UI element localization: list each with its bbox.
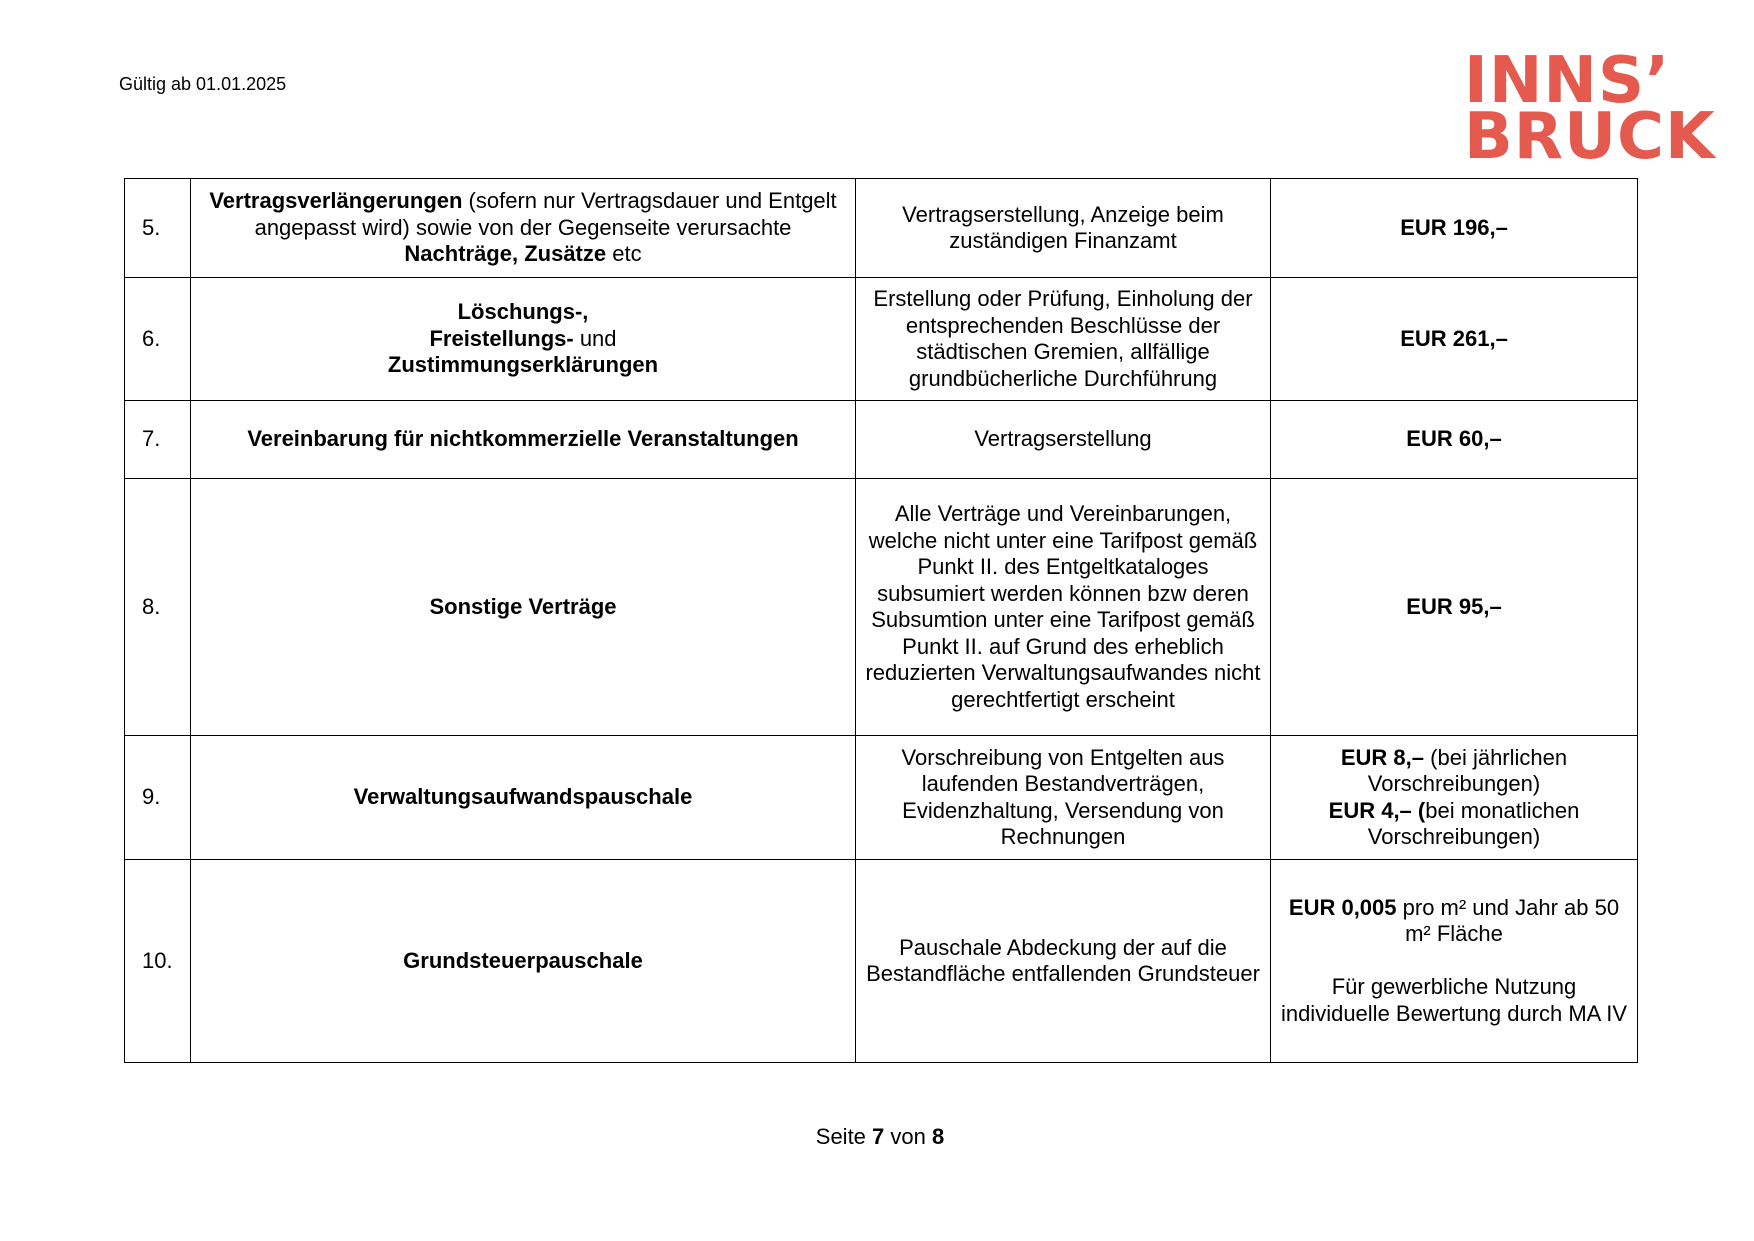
- logo-line-2: BRUCK: [1464, 100, 1716, 174]
- current-page: 7: [872, 1124, 885, 1149]
- description-cell: Alle Verträge und Vereinbarungen, welche nicht unter eine Tarifpost gemäß Punkt II. des Entgeltkataloges subsumiert werden können bzw deren Subsumtion unter eine Tarifpost gemäß Punkt II. auf Grund des erheblich reduzierten Verwaltungsaufwandes nicht gerechtfertigt erscheint: [856, 479, 1271, 736]
- fee-cell: [1271, 401, 1638, 479]
- logo-line-1: INNS’: [1464, 44, 1671, 118]
- fee-line: [1279, 895, 1629, 948]
- table-row: [125, 736, 1638, 860]
- fee-amount: EUR 196,–: [1400, 214, 1508, 240]
- fee-amount: EUR 8,–: [1340, 744, 1425, 770]
- fee-amount: EUR 60,–: [1406, 426, 1502, 452]
- row-number: 9.: [125, 736, 191, 860]
- table-row: [125, 479, 1638, 736]
- service-text: und: [573, 325, 617, 351]
- fee-cell: [1271, 860, 1638, 1063]
- service-text: etc: [606, 241, 642, 267]
- page-number: [0, 1124, 1754, 1150]
- service-title: Grundsteuerpauschale: [403, 947, 643, 973]
- service-cell: [191, 278, 856, 401]
- service-cell: [191, 860, 856, 1063]
- service-cell: [191, 736, 856, 860]
- table-row: [125, 401, 1638, 479]
- innsbruck-logo: [1464, 44, 1716, 174]
- service-bold: Löschungs-,: [457, 299, 589, 325]
- fee-spacer: [1279, 948, 1629, 975]
- row-number: 5.: [125, 179, 191, 278]
- service-cell: [191, 479, 856, 736]
- service-cell: [191, 179, 856, 278]
- fee-amount: EUR 261,–: [1400, 325, 1508, 351]
- fee-line: [1279, 798, 1629, 851]
- fee-cell: [1271, 736, 1638, 860]
- service-title: Vereinbarung für nichtkommerzielle Veranstaltungen: [247, 426, 799, 452]
- page-prefix: Seite: [815, 1124, 873, 1149]
- description-cell: Erstellung oder Prüfung, Einholung der entsprechenden Beschlüsse der städtischen Gremien, allfällige grundbücherliche Durchführung: [856, 278, 1271, 401]
- valid-from-date: Gültig ab 01.01.2025: [119, 74, 287, 94]
- description-cell: Vorschreibung von Entgelten aus laufenden Bestandverträgen, Evidenzhaltung, Versendung von Rechnungen: [856, 736, 1271, 860]
- table-row: [125, 860, 1638, 1063]
- total-pages: 8: [931, 1124, 945, 1149]
- fee-note: (bei jährlichen Vorschreibungen): [1367, 744, 1568, 796]
- table-row: [125, 278, 1638, 401]
- row-number: 8.: [125, 479, 191, 736]
- fee-cell: [1271, 278, 1638, 401]
- service-cell: [191, 401, 856, 479]
- description-cell: Pauschale Abdeckung der auf die Bestandfläche entfallenden Grundsteuer: [856, 860, 1271, 1063]
- row-number: 6.: [125, 278, 191, 401]
- service-bold: Vertragsverlängerungen: [209, 188, 463, 214]
- service-bold: Freistellungs-: [429, 325, 574, 351]
- table-row: [125, 179, 1638, 278]
- service-title: Verwaltungsaufwandspauschale: [353, 784, 693, 810]
- service-bold: Nachträge, Zusätze: [404, 241, 607, 267]
- service-title: Sonstige Verträge: [429, 593, 617, 619]
- row-number: 7.: [125, 401, 191, 479]
- fee-amount: EUR 4,– (: [1328, 797, 1426, 823]
- service-text: (sofern nur Vertragsdauer und Entgelt angepasst wird) sowie von der Gegenseite verursachte: [254, 188, 837, 240]
- fee-note: Für gewerbliche Nutzung individuelle Bewertung durch MA IV: [1280, 974, 1628, 1026]
- service-bold: Zustimmungserklärungen: [387, 352, 659, 378]
- fee-amount: EUR 95,–: [1406, 593, 1502, 619]
- fee-note: pro m² und Jahr ab 50 m² Fläche: [1396, 894, 1620, 947]
- fee-table: [124, 178, 1638, 1063]
- row-number: 10.: [125, 860, 191, 1063]
- service-line: [199, 326, 847, 353]
- fee-amount: EUR 0,005: [1288, 894, 1397, 920]
- description-cell: Vertragserstellung: [856, 401, 1271, 479]
- fee-cell: [1271, 479, 1638, 736]
- description-cell: Vertragserstellung, Anzeige beim zuständigen Finanzamt: [856, 179, 1271, 278]
- page-middle: von: [884, 1124, 932, 1149]
- fee-note: bei monatlichen Vorschreibungen): [1367, 797, 1580, 849]
- fee-cell: [1271, 179, 1638, 278]
- fee-line: [1279, 745, 1629, 798]
